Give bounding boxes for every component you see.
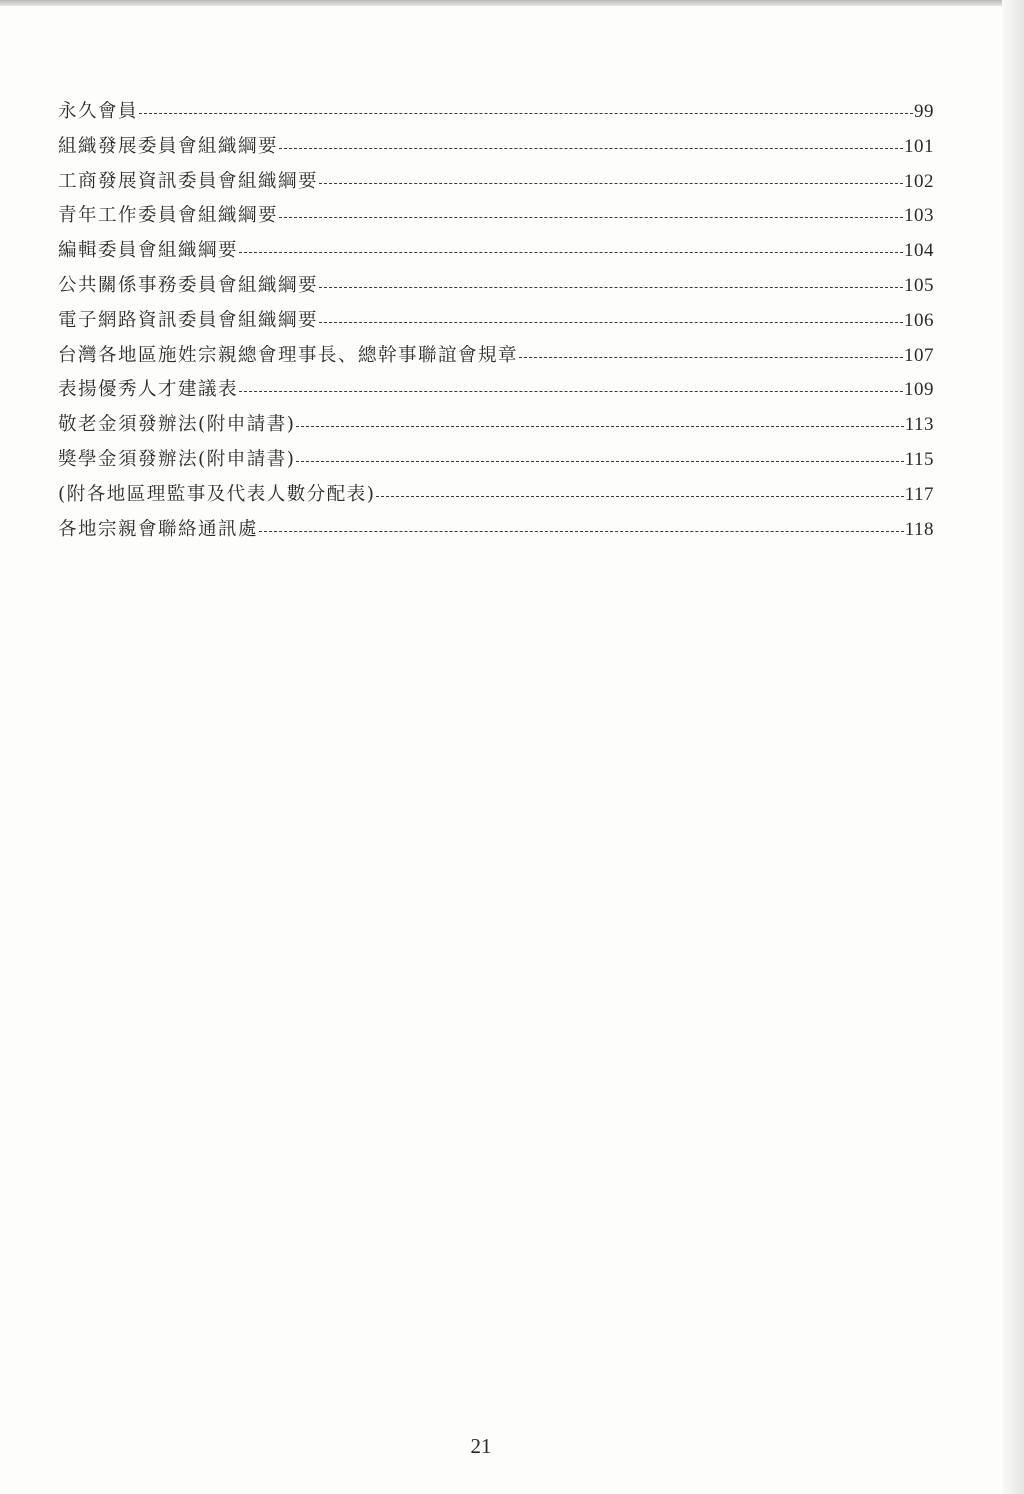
toc-dot-leader — [259, 531, 904, 532]
toc-entry-title: 編輯委員會組織綱要 — [58, 240, 239, 262]
toc-dot-leader — [296, 426, 903, 427]
toc-entry — [58, 445, 934, 480]
toc-dot-leader — [519, 357, 903, 358]
toc-entry-title: 電子網路資訊委員會組織綱要 — [58, 309, 319, 331]
scan-right-edge — [1002, 0, 1024, 1494]
toc-entry — [58, 271, 934, 306]
toc-entry-title: 敬老金須發辦法(附申請書) — [58, 414, 296, 436]
toc-entry-title: 各地宗親會聯絡通訊處 — [58, 518, 259, 540]
toc-dot-leader — [319, 183, 903, 184]
scan-top-edge — [0, 0, 1024, 6]
toc-entry — [58, 236, 934, 271]
toc-entry-title: 台灣各地區施姓宗親總會理事長、總幹事聯誼會規章 — [58, 344, 519, 366]
table-of-contents — [58, 97, 934, 549]
toc-dot-leader — [239, 252, 903, 253]
toc-entry-page: 115 — [904, 448, 934, 470]
toc-entry-title: 工商發展資訊委員會組織綱要 — [58, 170, 319, 192]
toc-dot-leader — [239, 391, 903, 392]
toc-entry-title: 永久會員 — [58, 101, 139, 122]
toc-entry-page: 105 — [904, 274, 934, 296]
toc-entry-title: 組織發展委員會組織綱要 — [58, 135, 279, 157]
toc-entry — [58, 167, 934, 202]
toc-dot-leader — [279, 148, 903, 149]
toc-dot-leader — [319, 322, 903, 323]
toc-entry-page: 99 — [914, 101, 934, 122]
toc-entry-page: 102 — [904, 170, 934, 192]
toc-entry-title: (附各地區理監事及代表人數分配表) — [58, 483, 376, 505]
toc-entry-page: 103 — [904, 205, 934, 227]
toc-entry — [58, 410, 934, 445]
toc-entry — [58, 375, 934, 410]
toc-entry — [58, 201, 934, 236]
toc-entry-page: 117 — [904, 483, 934, 505]
toc-entry-title: 公共關係事務委員會組織綱要 — [58, 274, 319, 296]
toc-entry-title: 青年工作委員會組織綱要 — [58, 205, 279, 227]
toc-entry-title: 獎學金須發辦法(附申請書) — [58, 448, 296, 470]
page-number: 21 — [470, 1434, 492, 1458]
toc-dot-leader — [319, 287, 903, 288]
toc-entry — [58, 515, 934, 550]
toc-entry-page: 113 — [904, 414, 934, 436]
toc-entry-page: 109 — [904, 379, 934, 401]
toc-entry-page: 118 — [904, 518, 934, 540]
toc-entry-page: 106 — [904, 309, 934, 331]
toc-dot-leader — [376, 496, 903, 497]
toc-entry — [58, 480, 934, 515]
toc-dot-leader — [296, 461, 903, 462]
toc-entry-page: 101 — [904, 135, 934, 157]
toc-entry-title: 表揚優秀人才建議表 — [58, 379, 239, 401]
toc-dot-leader — [279, 217, 903, 218]
toc-entry — [58, 97, 934, 132]
toc-entry — [58, 132, 934, 167]
toc-entry-page: 107 — [904, 344, 934, 366]
toc-dot-leader — [139, 113, 913, 114]
toc-entry-page: 104 — [904, 240, 934, 262]
toc-entry — [58, 306, 934, 341]
toc-entry — [58, 341, 934, 376]
